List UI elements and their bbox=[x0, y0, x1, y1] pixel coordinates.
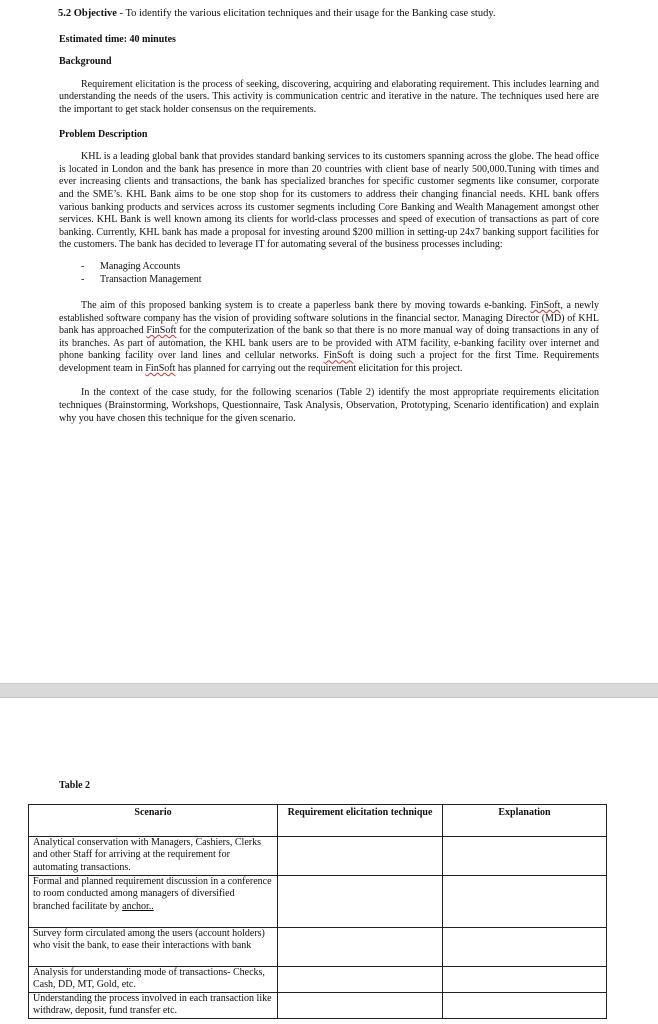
scenario-cell: Survey form circulated among the users (account holders) who visit the bank, to ease their interactions with bank bbox=[29, 928, 278, 967]
explanation-cell[interactable] bbox=[443, 967, 607, 993]
problem-paragraph-3-text: In the context of the case study, for the following scenarios (Table 2) identify the most appropriate requirements elicitation techniques (Brainstorming, Workshops, Questionnaire, Task Analysis, Observation, Prototyping, Scenario identification) and explain why you have chosen this technique for the given scenario. bbox=[59, 387, 599, 424]
problem-paragraph-2-part-d: is doing such a project for the first Time. Requirements development team in bbox=[59, 350, 599, 374]
list-item-label: Managing Accounts bbox=[100, 260, 181, 272]
explanation-cell[interactable] bbox=[443, 993, 607, 1019]
table-row bbox=[29, 967, 607, 993]
technique-cell[interactable] bbox=[278, 967, 443, 993]
explanation-cell[interactable] bbox=[443, 928, 607, 967]
document-page-2 bbox=[0, 698, 658, 1024]
finsoft-term: FinSoft bbox=[323, 350, 354, 362]
problem-paragraph-2-part-b: , a newly established software company has the vision of providing software solutions in the financial sector. Managing Director (MD) of KHL bank has approached bbox=[59, 299, 599, 337]
problem-paragraph-3 bbox=[59, 387, 599, 425]
technique-cell[interactable] bbox=[278, 837, 443, 876]
list-item: - Transaction Management bbox=[81, 273, 202, 285]
table-row bbox=[29, 993, 607, 1019]
problem-description-heading: Problem Description bbox=[59, 128, 148, 140]
objective bbox=[58, 8, 599, 21]
list-item-label: Transaction Management bbox=[100, 273, 202, 285]
background-text: Requirement elicitation is the process of seeking, discovering, acquiring and elaborating requirement. This includes learning and understanding the needs of the users. This activity is communication centric and iterative in the nature. The techniques used here are the important to get stack holder consensus on the requirements. bbox=[59, 78, 599, 115]
page-break-separator bbox=[0, 683, 658, 698]
problem-paragraph-2-part-e: has planned for carrying out the requirement elicitation for this project. bbox=[175, 362, 463, 374]
table-header-row bbox=[29, 805, 607, 837]
explanation-cell[interactable] bbox=[443, 876, 607, 928]
finsoft-term: FinSoft bbox=[530, 299, 561, 311]
header-scenario: Scenario bbox=[29, 805, 278, 837]
table-row bbox=[29, 837, 607, 876]
background-paragraph bbox=[59, 79, 599, 117]
process-list bbox=[59, 260, 599, 286]
scenario-cell: Analytical conservation with Managers, Cashiers, Clerks and other Staff for arriving at the requirement for automating transactions. bbox=[29, 837, 278, 876]
objective-label: 5.2 Objective bbox=[58, 8, 117, 19]
scenario-text: Formal and planned requirement discussion in a conference to room conducted among managers of diversified branched facilitate by bbox=[33, 876, 272, 912]
estimated-time: Estimated time: 40 minutes bbox=[59, 33, 176, 45]
technique-cell[interactable] bbox=[278, 993, 443, 1019]
scenario-cell: Analysis for understanding mode of transactions- Checks, Cash, DD, MT, Gold, etc. bbox=[29, 967, 278, 993]
anchor-link[interactable]: anchor.. bbox=[122, 900, 154, 912]
finsoft-term: FinSoft bbox=[146, 325, 177, 337]
list-item: - Managing Accounts bbox=[81, 260, 181, 272]
technique-cell[interactable] bbox=[278, 876, 443, 928]
objective-text: - To identify the various elicitation techniques and their usage for the Banking case study. bbox=[116, 8, 496, 19]
table-row bbox=[29, 876, 607, 928]
table-2 bbox=[28, 804, 607, 1019]
technique-cell[interactable] bbox=[278, 928, 443, 967]
problem-paragraph-2 bbox=[59, 300, 599, 376]
header-explanation: Explanation bbox=[443, 805, 607, 837]
scenario-cell: Understanding the process involved in each transaction like withdraw, deposit, fund transfer etc. bbox=[29, 993, 278, 1019]
page-1-content bbox=[59, 8, 599, 437]
background-heading: Background bbox=[59, 56, 112, 68]
problem-paragraph-2-part-c: for the computerization of the bank so that there is no more manual way of doing transactions in any of its branches. As part of automation, the KHL bank users are to be provided with ATM facility, e-banking facility over internet and phone banking facility over land lines and cellular networks. bbox=[59, 325, 599, 362]
table-row bbox=[29, 928, 607, 967]
scenario-cell bbox=[29, 876, 278, 928]
problem-paragraph-2-part-a: The aim of this proposed banking system is to create a paperless bank there by moving towards e-banking. bbox=[81, 299, 531, 311]
header-technique: Requirement elicitation technique bbox=[278, 805, 443, 837]
explanation-cell[interactable] bbox=[443, 837, 607, 876]
table-2-title: Table 2 bbox=[59, 780, 91, 791]
finsoft-term: FinSoft bbox=[145, 362, 176, 374]
problem-paragraph-1-text: KHL is a leading global bank that provides standard banking services to its customers spanning across the globe. The head office is located in London and the bank has presence in more than 20 countries with client base of nearly 500,000.Tuning with times and ever increasing clients and transactions, the bank has specialized branches for specific customer segments like consumer, corporate and the SME’s. KHL Bank aims to be one stop shop for its customers to address their changing financial needs. KHL bank offers various banking products and services across its customer segments including Core Banking and Wealth Management amongst other services. KHL Bank is well known among its clients for world-class processes and speed of execution of transactions as part of core banking. Currently, KHL bank has made a proposal for investing around $200 million in setting-up 24x7 banking support facilities for the customers. The bank has decided to leverage IT for automating several of the business processes including: bbox=[59, 151, 599, 251]
problem-paragraph-1 bbox=[59, 151, 599, 252]
